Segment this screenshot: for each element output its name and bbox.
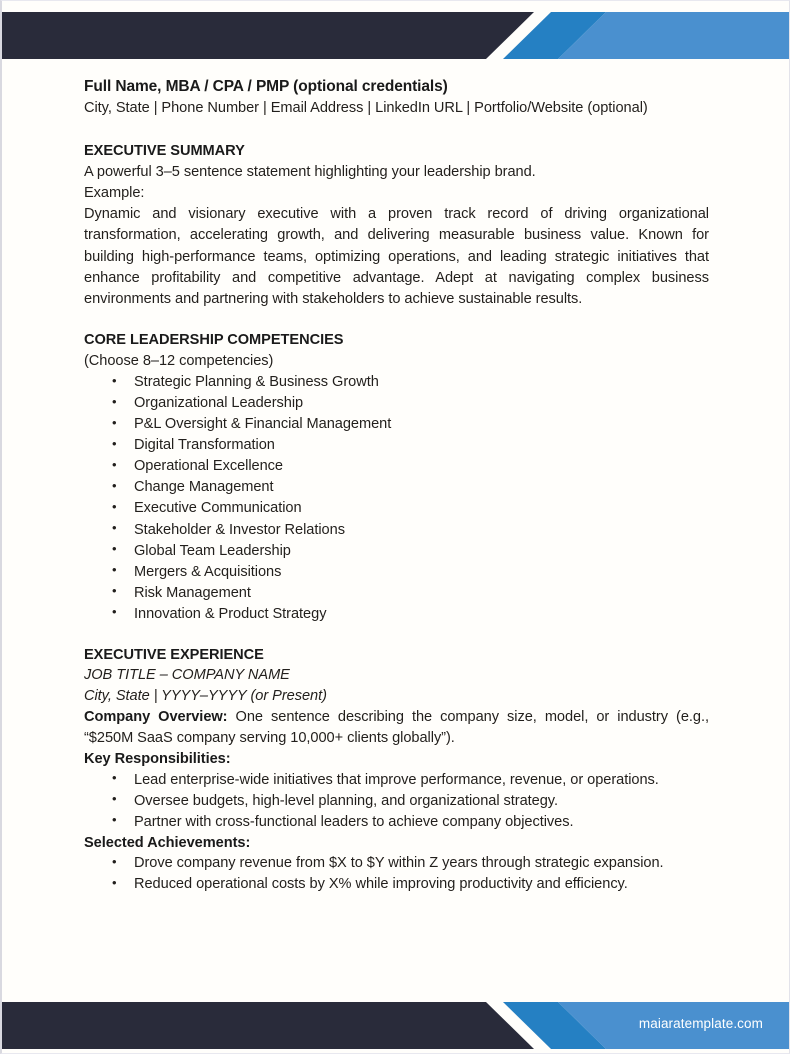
footer-navy-shape bbox=[2, 1002, 534, 1049]
list-item: • P&L Oversight & Financial Management bbox=[84, 414, 714, 435]
candidate-name-line: Full Name, MBA / CPA / PMP (optional credentials) bbox=[84, 78, 448, 95]
company-overview-text: One sentence describing the company size, model, or industry (e.g., “$250M SaaS company serving 10,000+ clients globally”). bbox=[84, 708, 709, 747]
list-item: • Reduced operational costs by X% while improving productivity and efficiency. bbox=[84, 874, 699, 895]
section-heading-core-competencies: CORE LEADERSHIP COMPETENCIES bbox=[84, 332, 344, 349]
key-responsibilities-list bbox=[84, 770, 714, 833]
company-overview-label: Company Overview: bbox=[84, 708, 228, 725]
summary-example-label: Example: bbox=[84, 184, 145, 201]
job-location-dates-line: City, State | YYYY–YYYY (or Present) bbox=[84, 688, 327, 705]
resume-content bbox=[84, 77, 714, 895]
list-item: • Partner with cross-functional leaders to achieve company objectives. bbox=[84, 812, 699, 833]
list-item: • Global Team Leadership bbox=[84, 541, 714, 562]
section-heading-executive-experience: EXECUTIVE EXPERIENCE bbox=[84, 646, 264, 663]
section-heading-executive-summary: EXECUTIVE SUMMARY bbox=[84, 143, 245, 160]
list-item: • Drove company revenue from $X to $Y within Z years through strategic expansion. bbox=[84, 853, 699, 874]
competencies-instruction: (Choose 8–12 competencies) bbox=[84, 352, 274, 369]
key-responsibilities-label: Key Responsibilities: bbox=[84, 751, 231, 768]
list-item: • Change Management bbox=[84, 477, 714, 498]
list-item: • Lead enterprise-wide initiatives that improve performance, revenue, or operations. bbox=[84, 770, 699, 791]
competencies-list bbox=[84, 372, 714, 625]
list-item: • Mergers & Acquisitions bbox=[84, 562, 714, 583]
spacer bbox=[84, 310, 714, 330]
selected-achievements-label: Selected Achievements: bbox=[84, 834, 251, 851]
job-title-company-line: JOB TITLE – COMPANY NAME bbox=[84, 667, 290, 684]
contact-info-line: City, State | Phone Number | Email Address | LinkedIn URL | Portfolio/Website (optional) bbox=[84, 100, 648, 117]
company-overview-paragraph bbox=[84, 707, 709, 749]
list-item: • Executive Communication bbox=[84, 498, 714, 519]
spacer bbox=[84, 119, 714, 141]
list-item: • Organizational Leadership bbox=[84, 393, 714, 414]
spacer bbox=[84, 625, 714, 645]
footer-website-url[interactable]: maiaratemplate.com bbox=[638, 1016, 763, 1031]
header-navy-shape bbox=[2, 12, 534, 59]
summary-example-text: Dynamic and visionary executive with a proven track record of driving organizational transformation, accelerating growth, and delivering measurable business value. Known for building high-performance teams, optimizing operations, and leading strategic initiatives that enhance profitability and competitive advantage. Adept at navigating complex business environments and partnering with stakeholders to achieve sustainable results. bbox=[84, 206, 709, 308]
list-item: • Stakeholder & Investor Relations bbox=[84, 520, 714, 541]
list-item: • Innovation & Product Strategy bbox=[84, 604, 714, 625]
list-item: • Risk Management bbox=[84, 583, 714, 604]
list-item: • Operational Excellence bbox=[84, 456, 714, 477]
selected-achievements-list bbox=[84, 853, 714, 895]
list-item: • Digital Transformation bbox=[84, 435, 714, 456]
list-item: • Oversee budgets, high-level planning, and organizational strategy. bbox=[84, 791, 699, 812]
summary-instruction: A powerful 3–5 sentence statement highlighting your leadership brand. bbox=[84, 163, 536, 180]
header-banner bbox=[2, 12, 790, 59]
list-item: • Strategic Planning & Business Growth bbox=[84, 372, 714, 393]
